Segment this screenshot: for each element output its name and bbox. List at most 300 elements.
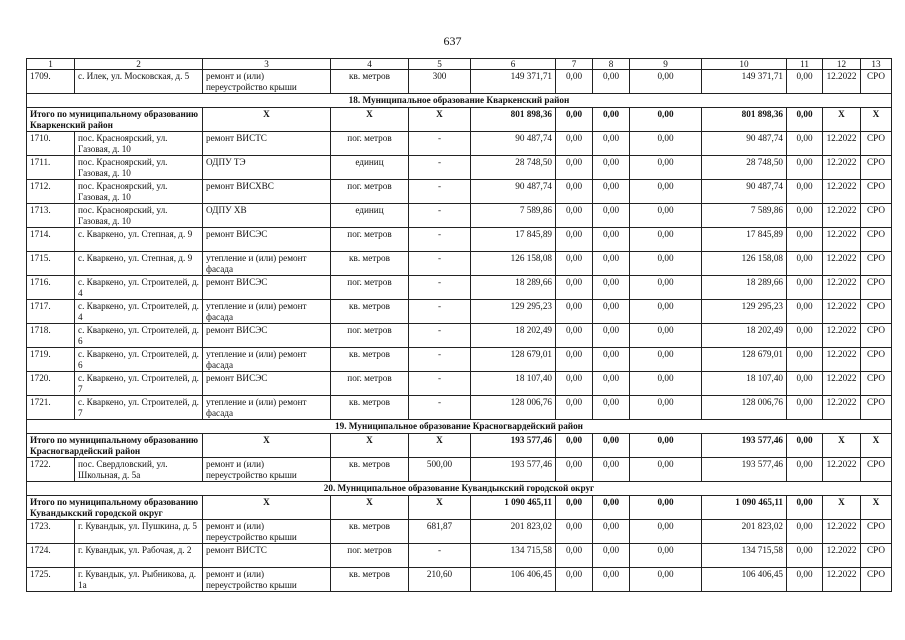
method-cell: СРО: [861, 544, 892, 568]
quantity-cell: -: [409, 396, 471, 420]
cost-col10-cell: 90 487,74: [702, 180, 787, 204]
total-cost-cell: 90 487,74: [471, 180, 556, 204]
method-cell: СРО: [861, 204, 892, 228]
cost-col7-cell: 0,00: [556, 458, 593, 482]
address-cell: с. Кваркено, ул. Строителей, д. 7: [75, 396, 203, 420]
subtotal-row: [27, 434, 892, 458]
row-number-cell: 1711.: [27, 156, 75, 180]
row-number-cell: 1722.: [27, 458, 75, 482]
row-number-cell: 1716.: [27, 276, 75, 300]
column-number-2: 2: [75, 59, 203, 70]
unit-cell: кв. метров: [331, 348, 409, 372]
cost-col11-cell: 0,00: [787, 324, 823, 348]
method-cell: СРО: [861, 372, 892, 396]
deadline-cell: 12.2022: [823, 544, 861, 568]
cost-col7-cell: 0,00: [556, 568, 593, 592]
work-type-cell: Х: [203, 108, 331, 132]
quantity-cell: -: [409, 228, 471, 252]
cost-col7-cell: 0,00: [556, 434, 593, 458]
deadline-cell: 12.2022: [823, 204, 861, 228]
cost-col10-cell: 193 577,46: [702, 458, 787, 482]
unit-cell: пог. метров: [331, 372, 409, 396]
address-cell: с. Кваркено, ул. Строителей, д. 7: [75, 372, 203, 396]
total-cost-cell: 201 823,02: [471, 520, 556, 544]
section-title: 18. Муниципальное образование Кваркенский район: [27, 94, 892, 108]
column-number-4: 4: [331, 59, 409, 70]
cost-col7-cell: 0,00: [556, 108, 593, 132]
method-cell: Х: [861, 496, 892, 520]
cost-col11-cell: 0,00: [787, 156, 823, 180]
row-number-cell: 1714.: [27, 228, 75, 252]
total-cost-cell: 7 589,86: [471, 204, 556, 228]
cost-col10-cell: 801 898,36: [702, 108, 787, 132]
subtotal-label: Итого по муниципальному образованию Кваркенский район: [27, 108, 203, 132]
cost-col11-cell: 0,00: [787, 348, 823, 372]
total-cost-cell: 17 845,89: [471, 228, 556, 252]
cost-col9-cell: 0,00: [630, 544, 702, 568]
cost-col8-cell: 0,00: [593, 276, 630, 300]
address-cell: г. Кувандык, ул. Рабочая, д. 2: [75, 544, 203, 568]
total-cost-cell: 149 371,71: [471, 70, 556, 94]
quantity-cell: 500,00: [409, 458, 471, 482]
column-number-3: 3: [203, 59, 331, 70]
cost-col8-cell: 0,00: [593, 372, 630, 396]
address-cell: пос. Красноярский, ул. Газовая, д. 10: [75, 156, 203, 180]
total-cost-cell: 193 577,46: [471, 434, 556, 458]
deadline-cell: 12.2022: [823, 276, 861, 300]
method-cell: СРО: [861, 180, 892, 204]
column-number-6: 6: [471, 59, 556, 70]
total-cost-cell: 18 202,49: [471, 324, 556, 348]
address-cell: с. Кваркено, ул. Строителей, д. 6: [75, 324, 203, 348]
quantity-cell: -: [409, 544, 471, 568]
cost-col11-cell: 0,00: [787, 496, 823, 520]
total-cost-cell: 28 748,50: [471, 156, 556, 180]
cost-col7-cell: 0,00: [556, 228, 593, 252]
address-cell: пос. Красноярский, ул. Газовая, д. 10: [75, 204, 203, 228]
quantity-cell: Х: [409, 108, 471, 132]
deadline-cell: 12.2022: [823, 458, 861, 482]
cost-col8-cell: 0,00: [593, 108, 630, 132]
total-cost-cell: 18 107,40: [471, 372, 556, 396]
subtotal-row: [27, 108, 892, 132]
cost-col9-cell: 0,00: [630, 70, 702, 94]
deadline-cell: 12.2022: [823, 372, 861, 396]
work-type-cell: ремонт и (или) переустройство крыши: [203, 458, 331, 482]
cost-col7-cell: 0,00: [556, 372, 593, 396]
work-type-cell: ремонт ВИСЭС: [203, 228, 331, 252]
cost-col8-cell: 0,00: [593, 324, 630, 348]
address-cell: г. Кувандык, ул. Пушкина, д. 5: [75, 520, 203, 544]
total-cost-cell: 90 487,74: [471, 132, 556, 156]
quantity-cell: -: [409, 348, 471, 372]
unit-cell: пог. метров: [331, 132, 409, 156]
unit-cell: кв. метров: [331, 520, 409, 544]
quantity-cell: -: [409, 132, 471, 156]
cost-col11-cell: 0,00: [787, 372, 823, 396]
cost-col9-cell: 0,00: [630, 324, 702, 348]
method-cell: СРО: [861, 396, 892, 420]
cost-col9-cell: 0,00: [630, 132, 702, 156]
cost-col10-cell: 18 107,40: [702, 372, 787, 396]
deadline-cell: 12.2022: [823, 396, 861, 420]
work-type-cell: ремонт и (или) переустройство крыши: [203, 520, 331, 544]
quantity-cell: Х: [409, 434, 471, 458]
section-title: 19. Муниципальное образование Красногвардейский район: [27, 420, 892, 434]
address-cell: с. Кваркено, ул. Строителей, д. 4: [75, 300, 203, 324]
work-type-cell: ремонт ВИСТС: [203, 132, 331, 156]
cost-col10-cell: 18 202,49: [702, 324, 787, 348]
cost-col11-cell: 0,00: [787, 544, 823, 568]
address-cell: пос. Красноярский, ул. Газовая, д. 10: [75, 132, 203, 156]
cost-col11-cell: 0,00: [787, 458, 823, 482]
work-type-cell: ремонт ВИСХВС: [203, 180, 331, 204]
column-number-9: 9: [630, 59, 702, 70]
section-header-row: [27, 482, 892, 496]
section-header-row: [27, 94, 892, 108]
cost-col11-cell: 0,00: [787, 180, 823, 204]
unit-cell: Х: [331, 108, 409, 132]
column-number-11: 11: [787, 59, 823, 70]
cost-col8-cell: 0,00: [593, 544, 630, 568]
unit-cell: единиц: [331, 204, 409, 228]
row-number-cell: 1724.: [27, 544, 75, 568]
address-cell: пос. Красноярский, ул. Газовая, д. 10: [75, 180, 203, 204]
address-cell: с. Илек, ул. Московская, д. 5: [75, 70, 203, 94]
address-cell: с. Кваркено, ул. Строителей, д. 6: [75, 348, 203, 372]
cost-col7-cell: 0,00: [556, 348, 593, 372]
cost-col9-cell: 0,00: [630, 396, 702, 420]
cost-col11-cell: 0,00: [787, 70, 823, 94]
subtotal-label: Итого по муниципальному образованию Красногвардейский район: [27, 434, 203, 458]
deadline-cell: 12.2022: [823, 520, 861, 544]
repair-program-table: [26, 58, 892, 592]
quantity-cell: -: [409, 372, 471, 396]
page-number: 637: [443, 34, 462, 48]
total-cost-cell: 106 406,45: [471, 568, 556, 592]
cost-col7-cell: 0,00: [556, 544, 593, 568]
table-row: [27, 458, 892, 482]
unit-cell: Х: [331, 496, 409, 520]
cost-col7-cell: 0,00: [556, 496, 593, 520]
cost-col8-cell: 0,00: [593, 520, 630, 544]
unit-cell: пог. метров: [331, 324, 409, 348]
quantity-cell: 681,87: [409, 520, 471, 544]
cost-col8-cell: 0,00: [593, 458, 630, 482]
cost-col10-cell: 7 589,86: [702, 204, 787, 228]
cost-col10-cell: 149 371,71: [702, 70, 787, 94]
work-type-cell: ремонт ВИСЭС: [203, 372, 331, 396]
cost-col11-cell: 0,00: [787, 396, 823, 420]
column-number-8: 8: [593, 59, 630, 70]
deadline-cell: 12.2022: [823, 300, 861, 324]
deadline-cell: Х: [823, 496, 861, 520]
cost-col8-cell: 0,00: [593, 496, 630, 520]
work-type-cell: ремонт ВИСЭС: [203, 324, 331, 348]
address-cell: г. Кувандык, ул. Рыбникова, д. 1а: [75, 568, 203, 592]
subtotal-row: [27, 496, 892, 520]
cost-col11-cell: 0,00: [787, 228, 823, 252]
method-cell: СРО: [861, 324, 892, 348]
cost-col9-cell: 0,00: [630, 496, 702, 520]
cost-col8-cell: 0,00: [593, 300, 630, 324]
unit-cell: кв. метров: [331, 568, 409, 592]
cost-col7-cell: 0,00: [556, 156, 593, 180]
total-cost-cell: 18 289,66: [471, 276, 556, 300]
deadline-cell: 12.2022: [823, 348, 861, 372]
address-cell: с. Кваркено, ул. Степная, д. 9: [75, 228, 203, 252]
deadline-cell: 12.2022: [823, 132, 861, 156]
cost-col8-cell: 0,00: [593, 568, 630, 592]
cost-col9-cell: 0,00: [630, 180, 702, 204]
deadline-cell: Х: [823, 434, 861, 458]
deadline-cell: 12.2022: [823, 156, 861, 180]
cost-col10-cell: 129 295,23: [702, 300, 787, 324]
cost-col9-cell: 0,00: [630, 108, 702, 132]
cost-col10-cell: 28 748,50: [702, 156, 787, 180]
table-row: [27, 396, 892, 420]
section-title: 20. Муниципальное образование Кувандыкский городской округ: [27, 482, 892, 496]
quantity-cell: -: [409, 276, 471, 300]
total-cost-cell: 134 715,58: [471, 544, 556, 568]
cost-col8-cell: 0,00: [593, 70, 630, 94]
cost-col11-cell: 0,00: [787, 276, 823, 300]
work-type-cell: Х: [203, 496, 331, 520]
unit-cell: кв. метров: [331, 252, 409, 276]
work-type-cell: утепление и (или) ремонт фасада: [203, 348, 331, 372]
cost-col9-cell: 0,00: [630, 252, 702, 276]
quantity-cell: -: [409, 300, 471, 324]
quantity-cell: -: [409, 204, 471, 228]
cost-col7-cell: 0,00: [556, 132, 593, 156]
work-type-cell: ремонт ВИСЭС: [203, 276, 331, 300]
total-cost-cell: 801 898,36: [471, 108, 556, 132]
method-cell: СРО: [861, 520, 892, 544]
unit-cell: кв. метров: [331, 300, 409, 324]
total-cost-cell: 129 295,23: [471, 300, 556, 324]
total-cost-cell: 193 577,46: [471, 458, 556, 482]
table-row: [27, 180, 892, 204]
unit-cell: кв. метров: [331, 458, 409, 482]
cost-col7-cell: 0,00: [556, 324, 593, 348]
column-number-5: 5: [409, 59, 471, 70]
table-row: [27, 70, 892, 94]
cost-col8-cell: 0,00: [593, 396, 630, 420]
column-number-row: [27, 59, 892, 70]
unit-cell: кв. метров: [331, 396, 409, 420]
row-number-cell: 1719.: [27, 348, 75, 372]
cost-col8-cell: 0,00: [593, 348, 630, 372]
cost-col9-cell: 0,00: [630, 276, 702, 300]
table-row: [27, 520, 892, 544]
cost-col11-cell: 0,00: [787, 252, 823, 276]
work-type-cell: ОДПУ ТЭ: [203, 156, 331, 180]
method-cell: СРО: [861, 156, 892, 180]
method-cell: Х: [861, 108, 892, 132]
address-cell: с. Кваркено, ул. Степная, д. 9: [75, 252, 203, 276]
cost-col11-cell: 0,00: [787, 300, 823, 324]
cost-col8-cell: 0,00: [593, 434, 630, 458]
cost-col10-cell: 18 289,66: [702, 276, 787, 300]
cost-col11-cell: 0,00: [787, 132, 823, 156]
cost-col10-cell: 1 090 465,11: [702, 496, 787, 520]
table-row: [27, 204, 892, 228]
quantity-cell: -: [409, 324, 471, 348]
work-type-cell: Х: [203, 434, 331, 458]
work-type-cell: утепление и (или) ремонт фасада: [203, 252, 331, 276]
cost-col8-cell: 0,00: [593, 180, 630, 204]
method-cell: СРО: [861, 276, 892, 300]
total-cost-cell: 126 158,08: [471, 252, 556, 276]
deadline-cell: Х: [823, 108, 861, 132]
row-number-cell: 1718.: [27, 324, 75, 348]
cost-col10-cell: 126 158,08: [702, 252, 787, 276]
table-row: [27, 252, 892, 276]
table-row: [27, 276, 892, 300]
row-number-cell: 1712.: [27, 180, 75, 204]
quantity-cell: 300: [409, 70, 471, 94]
work-type-cell: ремонт ВИСТС: [203, 544, 331, 568]
row-number-cell: 1721.: [27, 396, 75, 420]
table-row: [27, 300, 892, 324]
table-row: [27, 544, 892, 568]
cost-col7-cell: 0,00: [556, 252, 593, 276]
cost-col11-cell: 0,00: [787, 520, 823, 544]
method-cell: СРО: [861, 348, 892, 372]
cost-col7-cell: 0,00: [556, 180, 593, 204]
method-cell: СРО: [861, 132, 892, 156]
cost-col7-cell: 0,00: [556, 396, 593, 420]
cost-col10-cell: 128 679,01: [702, 348, 787, 372]
unit-cell: пог. метров: [331, 276, 409, 300]
cost-col7-cell: 0,00: [556, 300, 593, 324]
cost-col11-cell: 0,00: [787, 204, 823, 228]
cost-col9-cell: 0,00: [630, 348, 702, 372]
deadline-cell: 12.2022: [823, 228, 861, 252]
row-number-cell: 1709.: [27, 70, 75, 94]
method-cell: СРО: [861, 70, 892, 94]
unit-cell: пог. метров: [331, 544, 409, 568]
deadline-cell: 12.2022: [823, 180, 861, 204]
work-type-cell: ОДПУ ХВ: [203, 204, 331, 228]
row-number-cell: 1715.: [27, 252, 75, 276]
column-number-13: 13: [861, 59, 892, 70]
unit-cell: пог. метров: [331, 180, 409, 204]
unit-cell: пог. метров: [331, 228, 409, 252]
unit-cell: единиц: [331, 156, 409, 180]
method-cell: СРО: [861, 568, 892, 592]
cost-col8-cell: 0,00: [593, 252, 630, 276]
method-cell: СРО: [861, 458, 892, 482]
cost-col10-cell: 201 823,02: [702, 520, 787, 544]
table-row: [27, 348, 892, 372]
work-type-cell: ремонт и (или) переустройство крыши: [203, 568, 331, 592]
work-type-cell: ремонт и (или) переустройство крыши: [203, 70, 331, 94]
cost-col9-cell: 0,00: [630, 156, 702, 180]
cost-col7-cell: 0,00: [556, 70, 593, 94]
deadline-cell: 12.2022: [823, 324, 861, 348]
cost-col8-cell: 0,00: [593, 132, 630, 156]
quantity-cell: 210,60: [409, 568, 471, 592]
table-row: [27, 324, 892, 348]
cost-col9-cell: 0,00: [630, 568, 702, 592]
cost-col8-cell: 0,00: [593, 228, 630, 252]
cost-col11-cell: 0,00: [787, 434, 823, 458]
deadline-cell: 12.2022: [823, 568, 861, 592]
work-type-cell: утепление и (или) ремонт фасада: [203, 396, 331, 420]
cost-col7-cell: 0,00: [556, 204, 593, 228]
column-number-10: 10: [702, 59, 787, 70]
total-cost-cell: 128 679,01: [471, 348, 556, 372]
row-number-cell: 1710.: [27, 132, 75, 156]
cost-col10-cell: 193 577,46: [702, 434, 787, 458]
cost-col7-cell: 0,00: [556, 520, 593, 544]
cost-col9-cell: 0,00: [630, 458, 702, 482]
table-body: [27, 59, 892, 592]
column-number-7: 7: [556, 59, 593, 70]
cost-col11-cell: 0,00: [787, 108, 823, 132]
row-number-cell: 1723.: [27, 520, 75, 544]
column-number-1: 1: [27, 59, 75, 70]
address-cell: пос. Свердловский, ул. Школьная, д. 5а: [75, 458, 203, 482]
unit-cell: Х: [331, 434, 409, 458]
row-number-cell: 1720.: [27, 372, 75, 396]
address-cell: с. Кваркено, ул. Строителей, д. 4: [75, 276, 203, 300]
quantity-cell: -: [409, 252, 471, 276]
cost-col10-cell: 90 487,74: [702, 132, 787, 156]
unit-cell: кв. метров: [331, 70, 409, 94]
cost-col7-cell: 0,00: [556, 276, 593, 300]
method-cell: СРО: [861, 252, 892, 276]
table-row: [27, 132, 892, 156]
column-number-12: 12: [823, 59, 861, 70]
method-cell: СРО: [861, 228, 892, 252]
quantity-cell: Х: [409, 496, 471, 520]
cost-col9-cell: 0,00: [630, 434, 702, 458]
total-cost-cell: 128 006,76: [471, 396, 556, 420]
cost-col10-cell: 128 006,76: [702, 396, 787, 420]
cost-col10-cell: 17 845,89: [702, 228, 787, 252]
quantity-cell: -: [409, 156, 471, 180]
table-row: [27, 568, 892, 592]
total-cost-cell: 1 090 465,11: [471, 496, 556, 520]
cost-col9-cell: 0,00: [630, 228, 702, 252]
cost-col9-cell: 0,00: [630, 520, 702, 544]
section-header-row: [27, 420, 892, 434]
deadline-cell: 12.2022: [823, 252, 861, 276]
cost-col11-cell: 0,00: [787, 568, 823, 592]
cost-col9-cell: 0,00: [630, 204, 702, 228]
deadline-cell: 12.2022: [823, 70, 861, 94]
cost-col9-cell: 0,00: [630, 372, 702, 396]
cost-col9-cell: 0,00: [630, 300, 702, 324]
cost-col10-cell: 106 406,45: [702, 568, 787, 592]
row-number-cell: 1717.: [27, 300, 75, 324]
work-type-cell: утепление и (или) ремонт фасада: [203, 300, 331, 324]
table-row: [27, 372, 892, 396]
cost-col10-cell: 134 715,58: [702, 544, 787, 568]
cost-col8-cell: 0,00: [593, 204, 630, 228]
cost-col8-cell: 0,00: [593, 156, 630, 180]
subtotal-label: Итого по муниципальному образованию Кувандыкский городской округ: [27, 496, 203, 520]
method-cell: Х: [861, 434, 892, 458]
table-row: [27, 156, 892, 180]
row-number-cell: 1725.: [27, 568, 75, 592]
table-row: [27, 228, 892, 252]
row-number-cell: 1713.: [27, 204, 75, 228]
quantity-cell: -: [409, 180, 471, 204]
method-cell: СРО: [861, 300, 892, 324]
